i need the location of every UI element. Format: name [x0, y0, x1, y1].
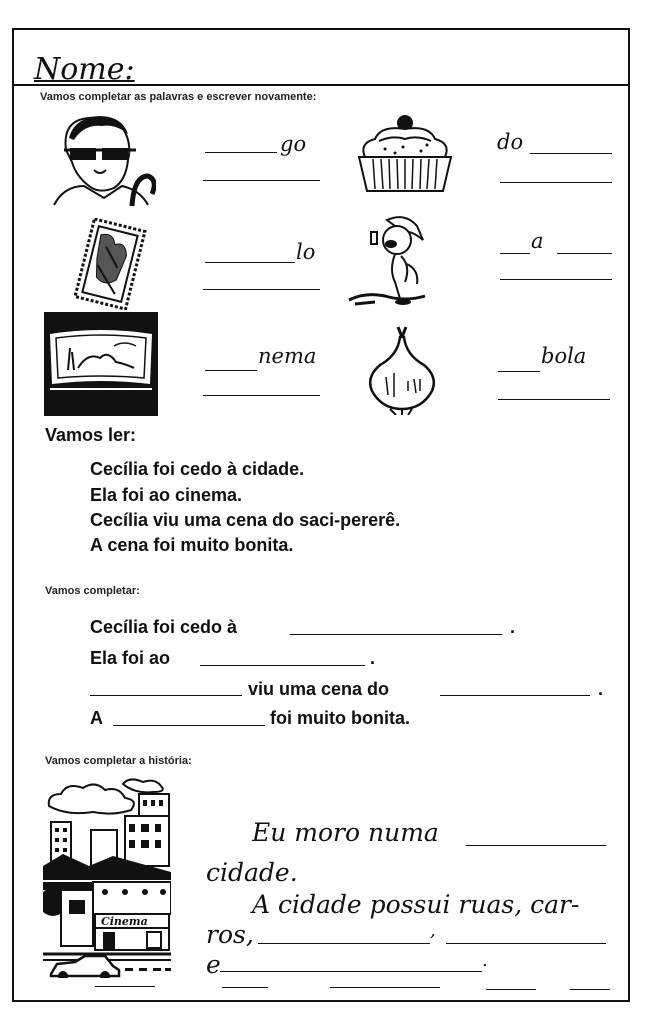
city-street-icon — [43, 778, 171, 978]
fragment-nema: nema — [258, 344, 317, 368]
blank-6a[interactable] — [498, 371, 540, 372]
fill-blank-3a[interactable] — [90, 695, 242, 696]
fragment-go: go — [280, 132, 307, 156]
cupcake-icon — [355, 113, 455, 195]
blank-4b[interactable] — [500, 279, 612, 280]
fill-blank-3b[interactable] — [440, 695, 590, 696]
story-line-2: cidade. — [206, 858, 298, 887]
reading-line-4: A cena foi muito bonita. — [90, 535, 294, 555]
blank-5b[interactable] — [203, 395, 320, 396]
fill-line-2-end: . — [370, 648, 376, 668]
bottom-dash-1 — [95, 986, 155, 987]
bottom-dash-5 — [570, 989, 610, 990]
fill-line-4-start: A — [90, 708, 103, 728]
name-label: Nome: — [34, 52, 135, 87]
fragment-a: a — [531, 229, 544, 253]
blind-man-icon — [44, 110, 156, 208]
section2-title: Vamos ler: — [45, 425, 137, 445]
blank-1a[interactable] — [205, 152, 277, 153]
story-blank-2[interactable] — [258, 943, 430, 944]
onion-icon — [362, 325, 442, 415]
story-blank-1[interactable] — [466, 845, 606, 846]
fill-blank-2[interactable] — [200, 665, 365, 666]
fill-blank-1[interactable] — [290, 634, 502, 635]
blank-4a[interactable] — [500, 253, 530, 254]
name-field[interactable] — [140, 66, 620, 84]
blank-6b[interactable] — [498, 399, 610, 400]
story-blank-4[interactable] — [220, 971, 482, 972]
fill-line-1-text: Cecília foi cedo à — [90, 617, 238, 637]
fragment-bola: bola — [541, 344, 587, 368]
fill-blank-4[interactable] — [113, 725, 265, 726]
stamp-icon — [70, 218, 150, 310]
bottom-dash-2 — [222, 987, 268, 988]
reading-line-1: Cecília foi cedo à cidade. — [90, 459, 305, 479]
blank-2b[interactable] — [500, 182, 612, 183]
story-line-4-comma: , — [430, 920, 436, 941]
bottom-dash-3 — [330, 987, 440, 988]
cinema-screen-icon — [44, 312, 158, 416]
fill-line-2-text: Ela foi ao — [90, 648, 171, 668]
blank-1b[interactable] — [203, 180, 320, 181]
blank-3a[interactable] — [205, 262, 295, 263]
fill-line-3-text: viu uma cena do — [248, 679, 390, 699]
section4-instruction: Vamos completar a história: — [45, 755, 192, 767]
fill-line-1-end: . — [510, 617, 516, 637]
story-line-5: e — [206, 950, 221, 979]
blank-2a[interactable] — [530, 153, 612, 154]
fragment-do: do — [497, 130, 524, 154]
bottom-dash-4 — [486, 989, 536, 990]
blank-5a[interactable] — [205, 370, 257, 371]
blank-4c[interactable] — [557, 253, 612, 254]
cinema-sign: Cinema — [101, 915, 148, 928]
reading-line-2: Ela foi ao cinema. — [90, 485, 243, 505]
blank-3b[interactable] — [203, 289, 320, 290]
section3-instruction: Vamos completar: — [45, 585, 140, 597]
story-line-4: ros, — [206, 920, 254, 949]
section1-instruction: Vamos completar as palavras e escrever novamente: — [40, 91, 317, 103]
story-line-1: Eu moro numa — [252, 818, 439, 847]
fill-line-3-end: . — [598, 679, 604, 699]
saci-icon — [345, 212, 445, 308]
story-line-5-end: . — [482, 950, 488, 971]
fragment-lo: lo — [296, 240, 316, 264]
fill-line-4-end: foi muito bonita. — [270, 708, 410, 728]
story-line-3: A cidade possui ruas, car- — [252, 890, 580, 919]
reading-line-3: Cecília viu uma cena do saci-pererê. — [90, 510, 401, 530]
story-blank-3[interactable] — [446, 943, 606, 944]
